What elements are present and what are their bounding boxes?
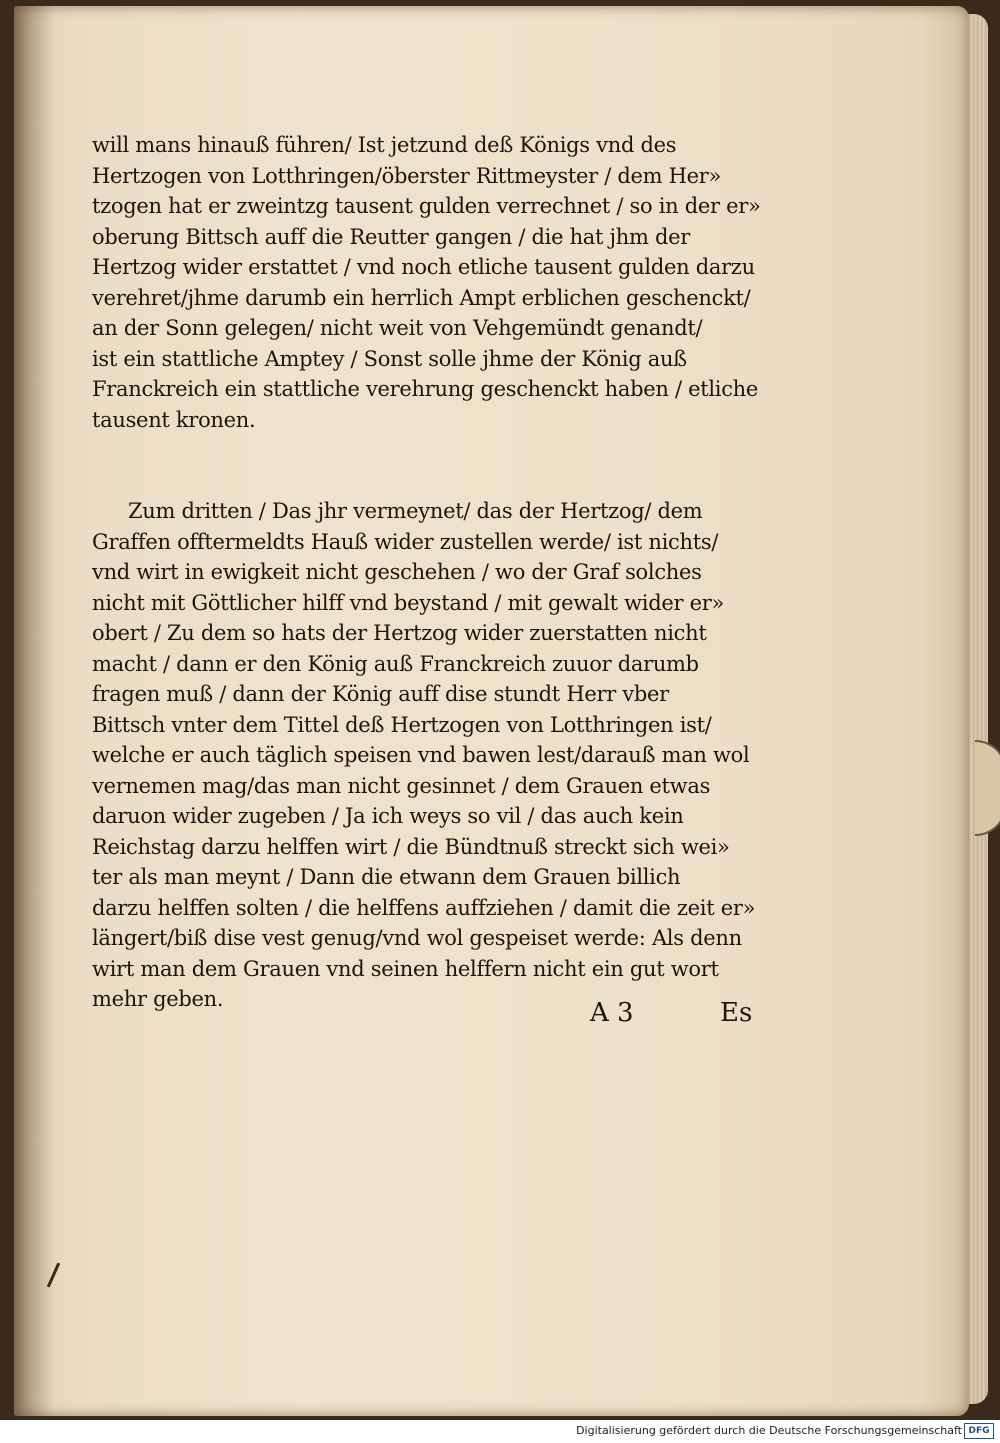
text-line: längert/biß dise vest genug/vnd wol gespeiset werde: Als denn	[92, 926, 742, 950]
text-line: vnd wirt in ewigkeit nicht geschehen / wo der Graf solches	[92, 560, 702, 584]
text-line: obert / Zu dem so hats der Hertzog wider zuerstatten nicht	[92, 621, 707, 645]
paragraph-1	[92, 130, 772, 435]
dfg-logo-icon: DFG	[964, 1423, 994, 1439]
text-line: tausent kronen.	[92, 407, 256, 432]
text-line: nicht mit Göttlicher hilff vnd beystand / mit gewalt wider er»	[92, 590, 725, 615]
text-line: mehr geben.	[92, 987, 224, 1011]
text-line: Zum dritten / Das jhr vermeynet/ das der Hertzog/ dem	[128, 499, 703, 523]
text-line: vernemen mag/das man nicht gesinnet / dem Grauen etwas	[92, 773, 711, 798]
text-line: daruon wider zugeben / Ja ich weys so vil / das auch kein	[92, 804, 684, 828]
text-line: Franckreich ein stattliche verehrung geschenckt haben / etliche	[92, 377, 759, 401]
text-line: welche er auch täglich speisen vnd bawen lest/darauß man wol	[92, 743, 750, 767]
paragraph-2	[92, 496, 772, 1015]
text-line: Hertzog wider erstattet / vnd noch etliche tausent gulden darzu	[92, 255, 755, 279]
text-line: oberung Bittsch auff die Reutter gangen / die hat jhm der	[92, 224, 690, 249]
page-edges	[966, 14, 988, 1404]
digitization-footer	[0, 1420, 1000, 1443]
text-line: wirt man dem Grauen vnd seinen helffern nicht ein gut wort	[92, 956, 719, 981]
text-line: fragen muß / dann der König auff dise stundt Herr vber	[92, 682, 669, 706]
text-line: macht / dann er den König auß Franckreich zuuor darumb	[92, 651, 699, 676]
signature-mark: A 3	[590, 998, 634, 1028]
text-line: tzogen hat er zweintzg tausent gulden verrechnet / so in der er»	[92, 194, 761, 218]
text-line: Reichstag darzu helffen wirt / die Bündtnuß streckt sich wei»	[92, 834, 730, 859]
funding-credit: Digitalisierung gefördert durch die Deutsche Forschungsgemeinschaft	[576, 1424, 962, 1437]
text-line: Hertzogen von Lotthringen/öberster Rittmeyster / dem Her»	[92, 163, 722, 188]
text-line: Graffen offtermeldts Hauß wider zustellen werde/ ist nichts/	[92, 529, 719, 554]
gutter-shadow	[14, 6, 54, 1416]
text-line: darzu helffen solten / die helffens auffziehen / damit die zeit er»	[92, 895, 756, 920]
bookmark-tab	[975, 740, 1000, 836]
text-line: an der Sonn gelegen/ nicht weit von Vehgemündt genandt/	[92, 316, 703, 340]
text-line: Bittsch vnter dem Tittel deß Hertzogen von Lotthringen ist/	[92, 712, 712, 737]
text-line: ter als man meynt / Dann die etwann dem Grauen billich	[92, 865, 681, 889]
text-line: ist ein stattliche Amptey / Sonst solle jhme der König auß	[92, 346, 687, 371]
catchword: Es	[720, 998, 753, 1028]
text-line: verehret/jhme darumb ein herrlich Ampt erblichen geschenckt/	[92, 285, 751, 310]
text-line: will mans hinauß führen/ Ist jetzund deß Königs vnd des	[92, 133, 677, 157]
